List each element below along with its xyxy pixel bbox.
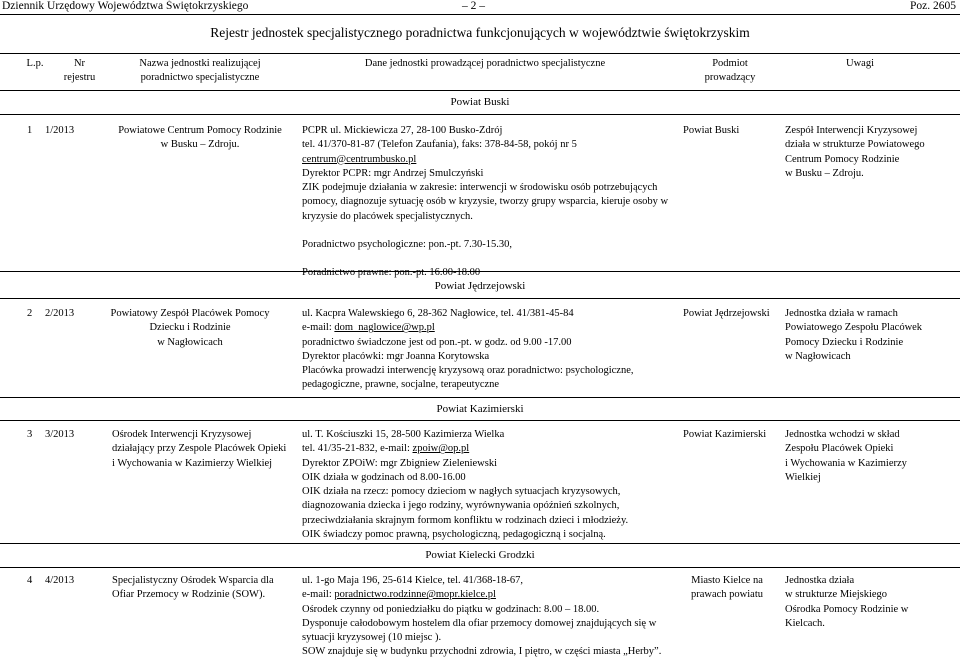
row-nr: 2/2013 [45, 308, 75, 319]
row-uwagi: Zespół Interwencji Kryzysowej działa w strukturze Powiatowego Centrum Pomocy Rodzinie w Busku – Zdroju. [785, 125, 925, 179]
row-nazwa: Powiatowy Zespół Placówek Pomocy Dziecku i Rodzinie w Nagłowicach [110, 308, 270, 348]
section-title: Powiat Jędrzejowski [434, 280, 526, 292]
section-title: Powiat Buski [450, 96, 510, 108]
section-divider [0, 114, 960, 115]
col-header-lp: L.p. [26, 58, 44, 69]
email-link[interactable]: dom_naglowice@wp.pl [334, 322, 435, 334]
page-number: – 2 – [462, 0, 485, 12]
email-link[interactable]: zpoiw@op.pl [412, 443, 470, 455]
row-podmiot: Powiat Kazimierski [683, 429, 767, 440]
section-title: Powiat Kielecki Grodzki [425, 549, 535, 561]
row-nazwa: Powiatowe Centrum Pomocy Rodzinie w Busku – Zdroju. [118, 125, 282, 151]
row-lp: 3 [27, 429, 33, 440]
col-header-nazwa: Nazwa jednostki realizującej poradnictwo specjalistyczne [139, 58, 261, 83]
position-number: Poz. 2605 [910, 0, 956, 12]
row-dane: ul. T. Kościuszki 15, 28-500 Kazimierza Wielka tel. 41/35-21-832, e-mail: zpoiw@op.pl Dyrektor ZPOiW: mgr Zbigniew Zieleniewski OIK działa w godzinach od 8.00-16.00 OIK działa na rzecz: pomocy dzieciom w nagłych sytuacjach kryzysowych, diagnozowania dziecka i jego rodziny, wyrównywania opóźnień szkolnych, przeciwdziałania skrajnym formom konfliktu w rodzinach dzieci i młodzieży. OIK świadczy pomoc prawną, psychologiczną, pedagogiczną i socjalną. [302, 429, 629, 541]
page-header [0, 0, 960, 15]
row-nazwa: Ośrodek Interwencji Kryzysowej działający przy Zespole Placówek Opieki i Wychowania w Kazimierzy Wielkiej [112, 429, 287, 469]
row-dane: PCPR ul. Mickiewicza 27, 28-100 Busko-Zdrój tel. 41/370-81-87 (Telefon Zaufania), faks: 378-84-58, pokój nr 5 centrum@centrumbusko.pl Dyrektor PCPR: mgr Andrzej Smulczyński ZIK podejmuje działania w zakresie: interwencji w środowisku osób potrzebujących pomocy, diagnozuje sytuację osób w kryzysie, tworzy grupy wsparcia, kieruje osoby w kryzysie do placówek specjalistycznych. Poradnictwo psychologiczne: pon.-pt. 7.30-15.30, Poradnictwo prawne: pon.-pt. 16.00-18.00 [302, 124, 682, 281]
row-podmiot: Powiat Jędrzejowski [683, 308, 770, 319]
row-podmiot: Miasto Kielce na prawach powiatu [690, 575, 763, 601]
col-header-nr: Nr rejestru [63, 58, 96, 83]
row-uwagi: Jednostka wchodzi w skład Zespołu Placówek Opieki i Wychowania w Kazimierzy Wielkiej [785, 429, 907, 483]
col-header-podmiot: Podmiot prowadzący [704, 58, 756, 83]
email-link[interactable]: poradnictwo.rodzinne@mopr.kielce.pl [334, 589, 496, 601]
row-uwagi: Jednostka działa w ramach Powiatowego Zespołu Placówek Pomocy Dziecku i Rodzinie w Nagłowicach [785, 308, 923, 362]
row-divider [0, 397, 960, 398]
row-uwagi: Jednostka działa w strukturze Miejskiego Ośrodka Pomocy Rodzinie w Kielcach. [785, 575, 909, 629]
section-divider [0, 420, 960, 421]
row-podmiot: Powiat Buski [683, 125, 740, 136]
section-divider [0, 298, 960, 299]
row-nr: 4/2013 [45, 575, 75, 586]
row-lp: 1 [27, 125, 33, 136]
document-title: Rejestr jednostek specjalistycznego poradnictwa funkcjonujących w województwie świętokrzyskim [210, 25, 750, 40]
journal-name: Dziennik Urzędowy Województwa Świętokrzyskiego [2, 0, 249, 12]
row-dane: ul. Kacpra Walewskiego 6, 28-362 Nagłowice, tel. 41/381-45-84 e-mail: dom_naglowice@wp.pl poradnictwo świadczone jest od pon.-pt. w godz. od 9.00 -17.00 Dyrektor placówki: mgr Joanna Korytowska Placówka prowadzi interwencję kryzysową oraz poradnictwo: psychologiczne, pedagogiczne, prawne, socjalne, terapeutyczne [302, 308, 634, 391]
table-top-border [0, 53, 960, 54]
row-lp: 4 [27, 575, 33, 586]
col-header-uwagi: Uwagi [846, 58, 874, 69]
header-bottom-border [0, 90, 960, 91]
row-divider [0, 543, 960, 544]
section-divider [0, 567, 960, 568]
row-nr: 1/2013 [45, 125, 75, 136]
row-divider [0, 271, 960, 272]
col-header-dane: Dane jednostki prowadzącej poradnictwo specjalistyczne [364, 58, 606, 69]
email-link[interactable]: centrum@centrumbusko.pl [302, 153, 417, 165]
row-nr: 3/2013 [45, 429, 75, 440]
row-dane: ul. 1-go Maja 196, 25-614 Kielce, tel. 41/368-18-67, e-mail: poradnictwo.rodzinne@mopr.kielce.pl Ośrodek czynny od poniedziałku do piątku w godzinach: 8.00 – 18.00. Dysponuje całodobowym hostelem dla ofiar przemocy domowej znajdujących się w sytuacji kryzysowej (10 miejsc ). SOW znajduje się w budynku przychodni zdrowia, I piętro, w części miasta „Herby”. [302, 575, 662, 658]
row-nazwa: Specjalistyczny Ośrodek Wsparcia dla Ofiar Przemocy w Rodzinie (SOW). [112, 575, 274, 601]
row-lp: 2 [27, 308, 33, 319]
section-title: Powiat Kazimierski [436, 403, 524, 415]
